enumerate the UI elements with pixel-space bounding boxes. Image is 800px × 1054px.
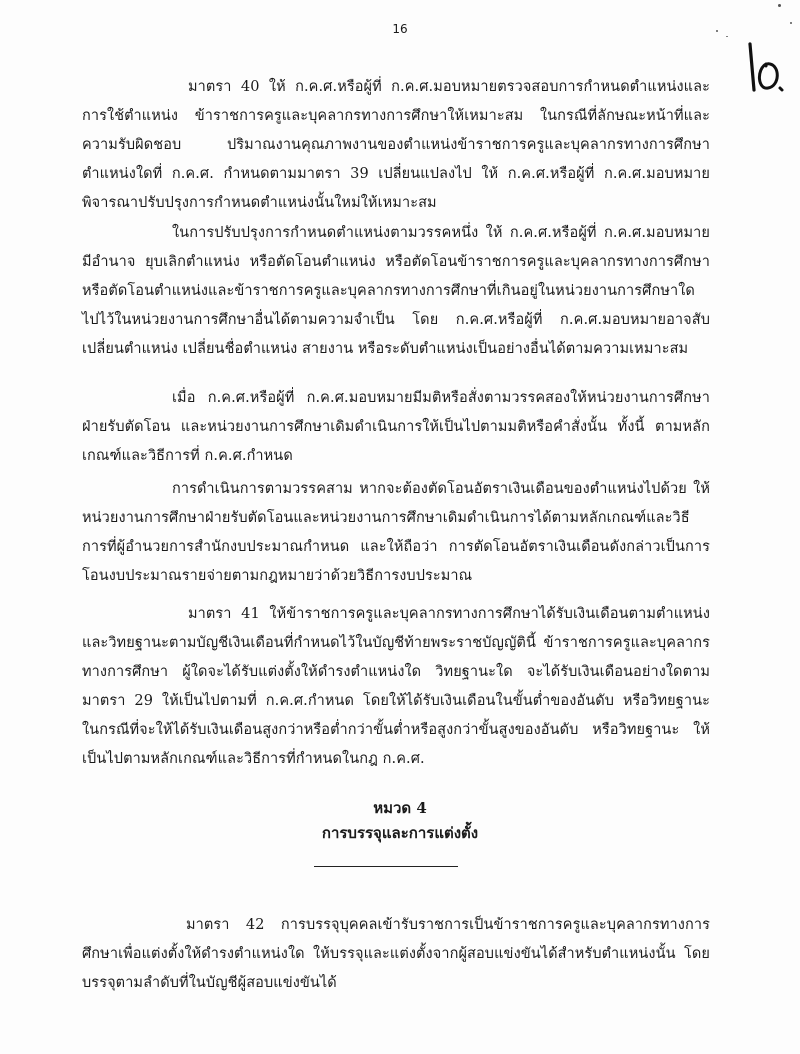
scan-speck	[778, 4, 781, 7]
section-41-paragraph: มาตรา 41 ให้ข้าราชการครูและบุคลากรทางการศึกษาได้รับเงินเดือนตามตำแหน่ง และวิทยฐานะตามบัญชีเงินเดือนที่กำหนดไว้ในบัญชีท้ายพระราชบัญญัตินี้ ข้าราชการครูและบุคลากรทางการศึกษา ผู้ใดจะได้รับแต่งตั้งให้ดำรงตำแหน่งใด วิทยฐานะใด จะได้รับเงินเดือนอย่างใดตามมาตรา 29 ให้เป็นไปตามที่ ก.ค.ศ.กำหนด โดยให้ได้รับเงินเดือนในขั้นต่ำของอันดับ หรือวิทยฐานะ ในกรณีที่จะให้ได้รับเงินเดือนสูงกว่าหรือต่ำกว่าขั้นต่ำหรือสูงกว่าขั้นสูงของอันดับ หรือวิทยฐานะ ให้เป็นไปตามหลักเกณฑ์และวิธีการที่กำหนดในกฎ ก.ค.ศ.	[82, 605, 710, 767]
section-40-paragraph-3: เมื่อ ก.ค.ศ.หรือผู้ที่ ก.ค.ศ.มอบหมายมีมติหรือสั่งตามวรรคสองให้หน่วยงานการศึกษาฝ่ายรับตัดโอน และหน่วยงานการศึกษาเดิมดำเนินการให้เป็นไปตามมติหรือคำสั่งนั้น ทั้งนี้ ตามหลักเกณฑ์และวิธีการที่ ก.ค.ศ.กำหนด	[82, 389, 710, 464]
chapter-number: หมวด 4	[373, 799, 427, 817]
chapter-title: การบรรจุและการแต่งตั้ง	[321, 824, 479, 842]
scan-speck	[726, 36, 728, 37]
scan-speck	[716, 30, 718, 32]
page-number: 16	[392, 22, 408, 36]
section-40-paragraph: มาตรา 40 ให้ ก.ค.ศ.หรือผู้ที่ ก.ค.ศ.มอบหมายตรวจสอบการกำหนดตำแหน่งและการใช้ตำแหน่ง ข้าราชการครูและบุคลากรทางการศึกษาให้เหมาะสม ในกรณีที่ลักษณะหน้าที่และความรับผิดชอบ ปริมาณงานคุณภาพงานของตำแหน่งข้าราชการครูและบุคลากรทางการศึกษาตำแหน่งใดที่ ก.ค.ศ. กำหนดตามมาตรา 39 เปลี่ยนแปลงไป ให้ ก.ค.ศ.หรือผู้ที่ ก.ค.ศ.มอบหมายพิจารณาปรับปรุงการกำหนดตำแหน่งนั้นใหม่ให้เหมาะสม	[82, 78, 710, 211]
section-40-paragraph-4: การดำเนินการตามวรรคสาม หากจะต้องตัดโอนอัตราเงินเดือนของตำแหน่งไปด้วย ให้หน่วยงานการศึกษาฝ่ายรับตัดโอนและหน่วยงานการศึกษาเดิมดำเนินการได้ตามหลักเกณฑ์และวิธีการที่ผู้อำนวยการสำนักงบประมาณกำหนด และให้ถือว่า การตัดโอนอัตราเงินเดือนดังกล่าวเป็นการโอนงบประมาณรายจ่ายตามกฎหมายว่าด้วยวิธีการงบประมาณ	[82, 480, 710, 584]
section-42-paragraph: มาตรา 42 การบรรจุบุคคลเข้ารับราชการเป็นข้าราชการครูและบุคลากรทางการศึกษาเพื่อแต่งตั้งให้ดำรงตำแหน่งใด ให้บรรจุและแต่งตั้งจากผู้สอบแข่งขันได้สำหรับตำแหน่งนั้น โดยบรรจุตามลำดับที่ในบัญชีผู้สอบแข่งขันได้	[82, 916, 710, 991]
section-40-paragraph-2: ในการปรับปรุงการกำหนดตำแหน่งตามวรรคหนึ่ง ให้ ก.ค.ศ.หรือผู้ที่ ก.ค.ศ.มอบหมายมีอำนาจ ยุบเลิกตำแหน่ง หรือตัดโอนตำแหน่ง หรือตัดโอนข้าราชการครูและบุคลากรทางการศึกษา หรือตัดโอนตำแหน่งและข้าราชการครูและบุคลากรทางการศึกษาที่เกินอยู่ในหน่วยงานการศึกษาใดไปไว้ในหน่วยงานการศึกษาอื่นได้ตามความจำเป็น โดย ก.ค.ศ.หรือผู้ที่ ก.ค.ศ.มอบหมายอาจสับเปลี่ยนตำแหน่ง เปลี่ยนชื่อตำแหน่ง สายงาน หรือระดับตำแหน่งเป็นอย่างอื่นได้ตามความเหมาะสม	[82, 224, 710, 357]
scan-speck	[790, 22, 792, 24]
chapter-divider	[314, 866, 458, 867]
handwritten-page-mark	[736, 30, 792, 100]
